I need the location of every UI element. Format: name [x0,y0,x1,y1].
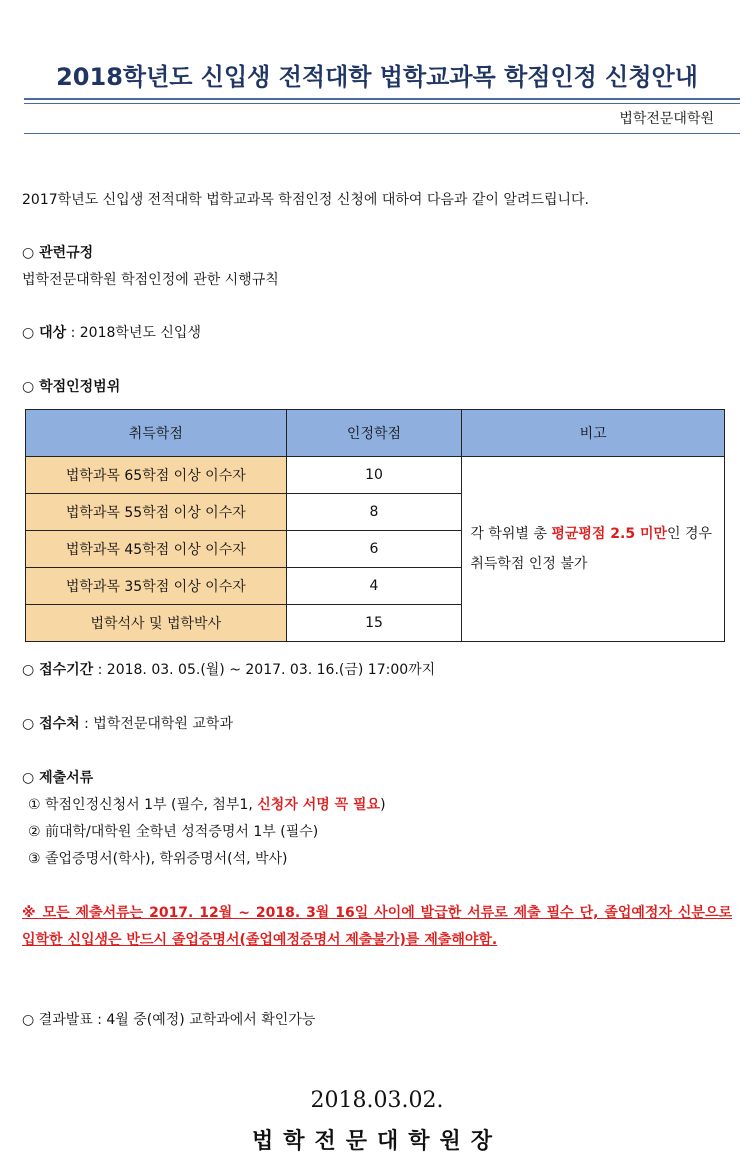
office-text: : 법학전문대학원 교학과 [79,716,233,732]
period-text: : 2018. 03. 05.(월) ~ 2017. 03. 16.(금) 17:00까지 [93,662,436,678]
recognized-cell: 6 [286,531,462,568]
acquired-cell: 법학석사 및 법학박사 [26,605,287,642]
notice-text: ※ 모든 제출서류는 2017. 12월 ~ 2018. 3월 16일 사이에 발급한 서류로 제출 필수 단, 졸업예정자 신분으로 입학한 신입생은 반드시 졸업증명서(졸업예정증명서 제출불가)를 제출해야함. [22,905,732,948]
table-header-row [26,410,725,457]
result-text: ○ 결과발표 : 4월 중(예정) 교학과에서 확인가능 [22,1012,316,1028]
intro-text: 2017학년도 신입생 전적대학 법학교과목 학점인정 신청에 대하여 다음과 같이 알려드립니다. [22,192,589,208]
table-row [26,457,725,494]
footer-date: 2018.03.02. [310,1088,444,1113]
acquired-cell: 법학과목 35학점 이상 이수자 [26,568,287,605]
footer-signature: 법학전문대학원장 [251,1128,503,1154]
recognized-cell: 8 [286,494,462,531]
document-item-3: ③ 졸업증명서(학사), 학위증명서(석, 박사) [28,851,288,867]
target-heading: ○ 대상 [22,325,67,341]
target-text: : 2018학년도 신입생 [66,325,201,341]
credit-table [25,409,725,642]
target-line [22,323,201,343]
col-header-recognized: 인정학점 [286,410,462,457]
acquired-cell: 법학과목 55학점 이상 이수자 [26,494,287,531]
regulation-heading: ○ 관련규정 [22,245,94,261]
documents-heading: ○ 제출서류 [22,770,94,786]
office-heading: ○ 접수처 [22,716,80,732]
title-rule-thin [24,103,740,104]
col-header-note: 비고 [462,410,725,457]
period-heading: ○ 접수기간 [22,662,94,678]
acquired-cell: 법학과목 45학점 이상 이수자 [26,531,287,568]
org-rule [24,133,740,134]
office-line [22,714,233,734]
title-rule-thick [24,98,740,100]
recognized-cell: 15 [286,605,462,642]
note-cell: 각 학위별 총 평균평점 2.5 미만인 경우 취득학점 인정 불가 [462,457,725,642]
scope-heading: ○ 학점인정범위 [22,379,121,395]
acquired-cell: 법학과목 65학점 이상 이수자 [26,457,287,494]
regulation-text: 법학전문대학원 학점인정에 관한 시행규칙 [22,272,279,288]
recognized-cell: 10 [286,457,462,494]
document-item-2: ② 前대학/대학원 全학년 성적증명서 1부 (필수) [28,824,319,840]
recognized-cell: 4 [286,568,462,605]
document-item-1: ① 학점인정신청서 1부 (필수, 첨부1, 신청자 서명 꼭 필요) [28,797,386,813]
col-header-acquired: 취득학점 [26,410,287,457]
organization-name: 법학전문대학원 [619,111,714,127]
page-title: 2018학년도 신입생 전적대학 법학교과목 학점인정 신청안내 [56,63,698,91]
period-line [22,660,435,680]
